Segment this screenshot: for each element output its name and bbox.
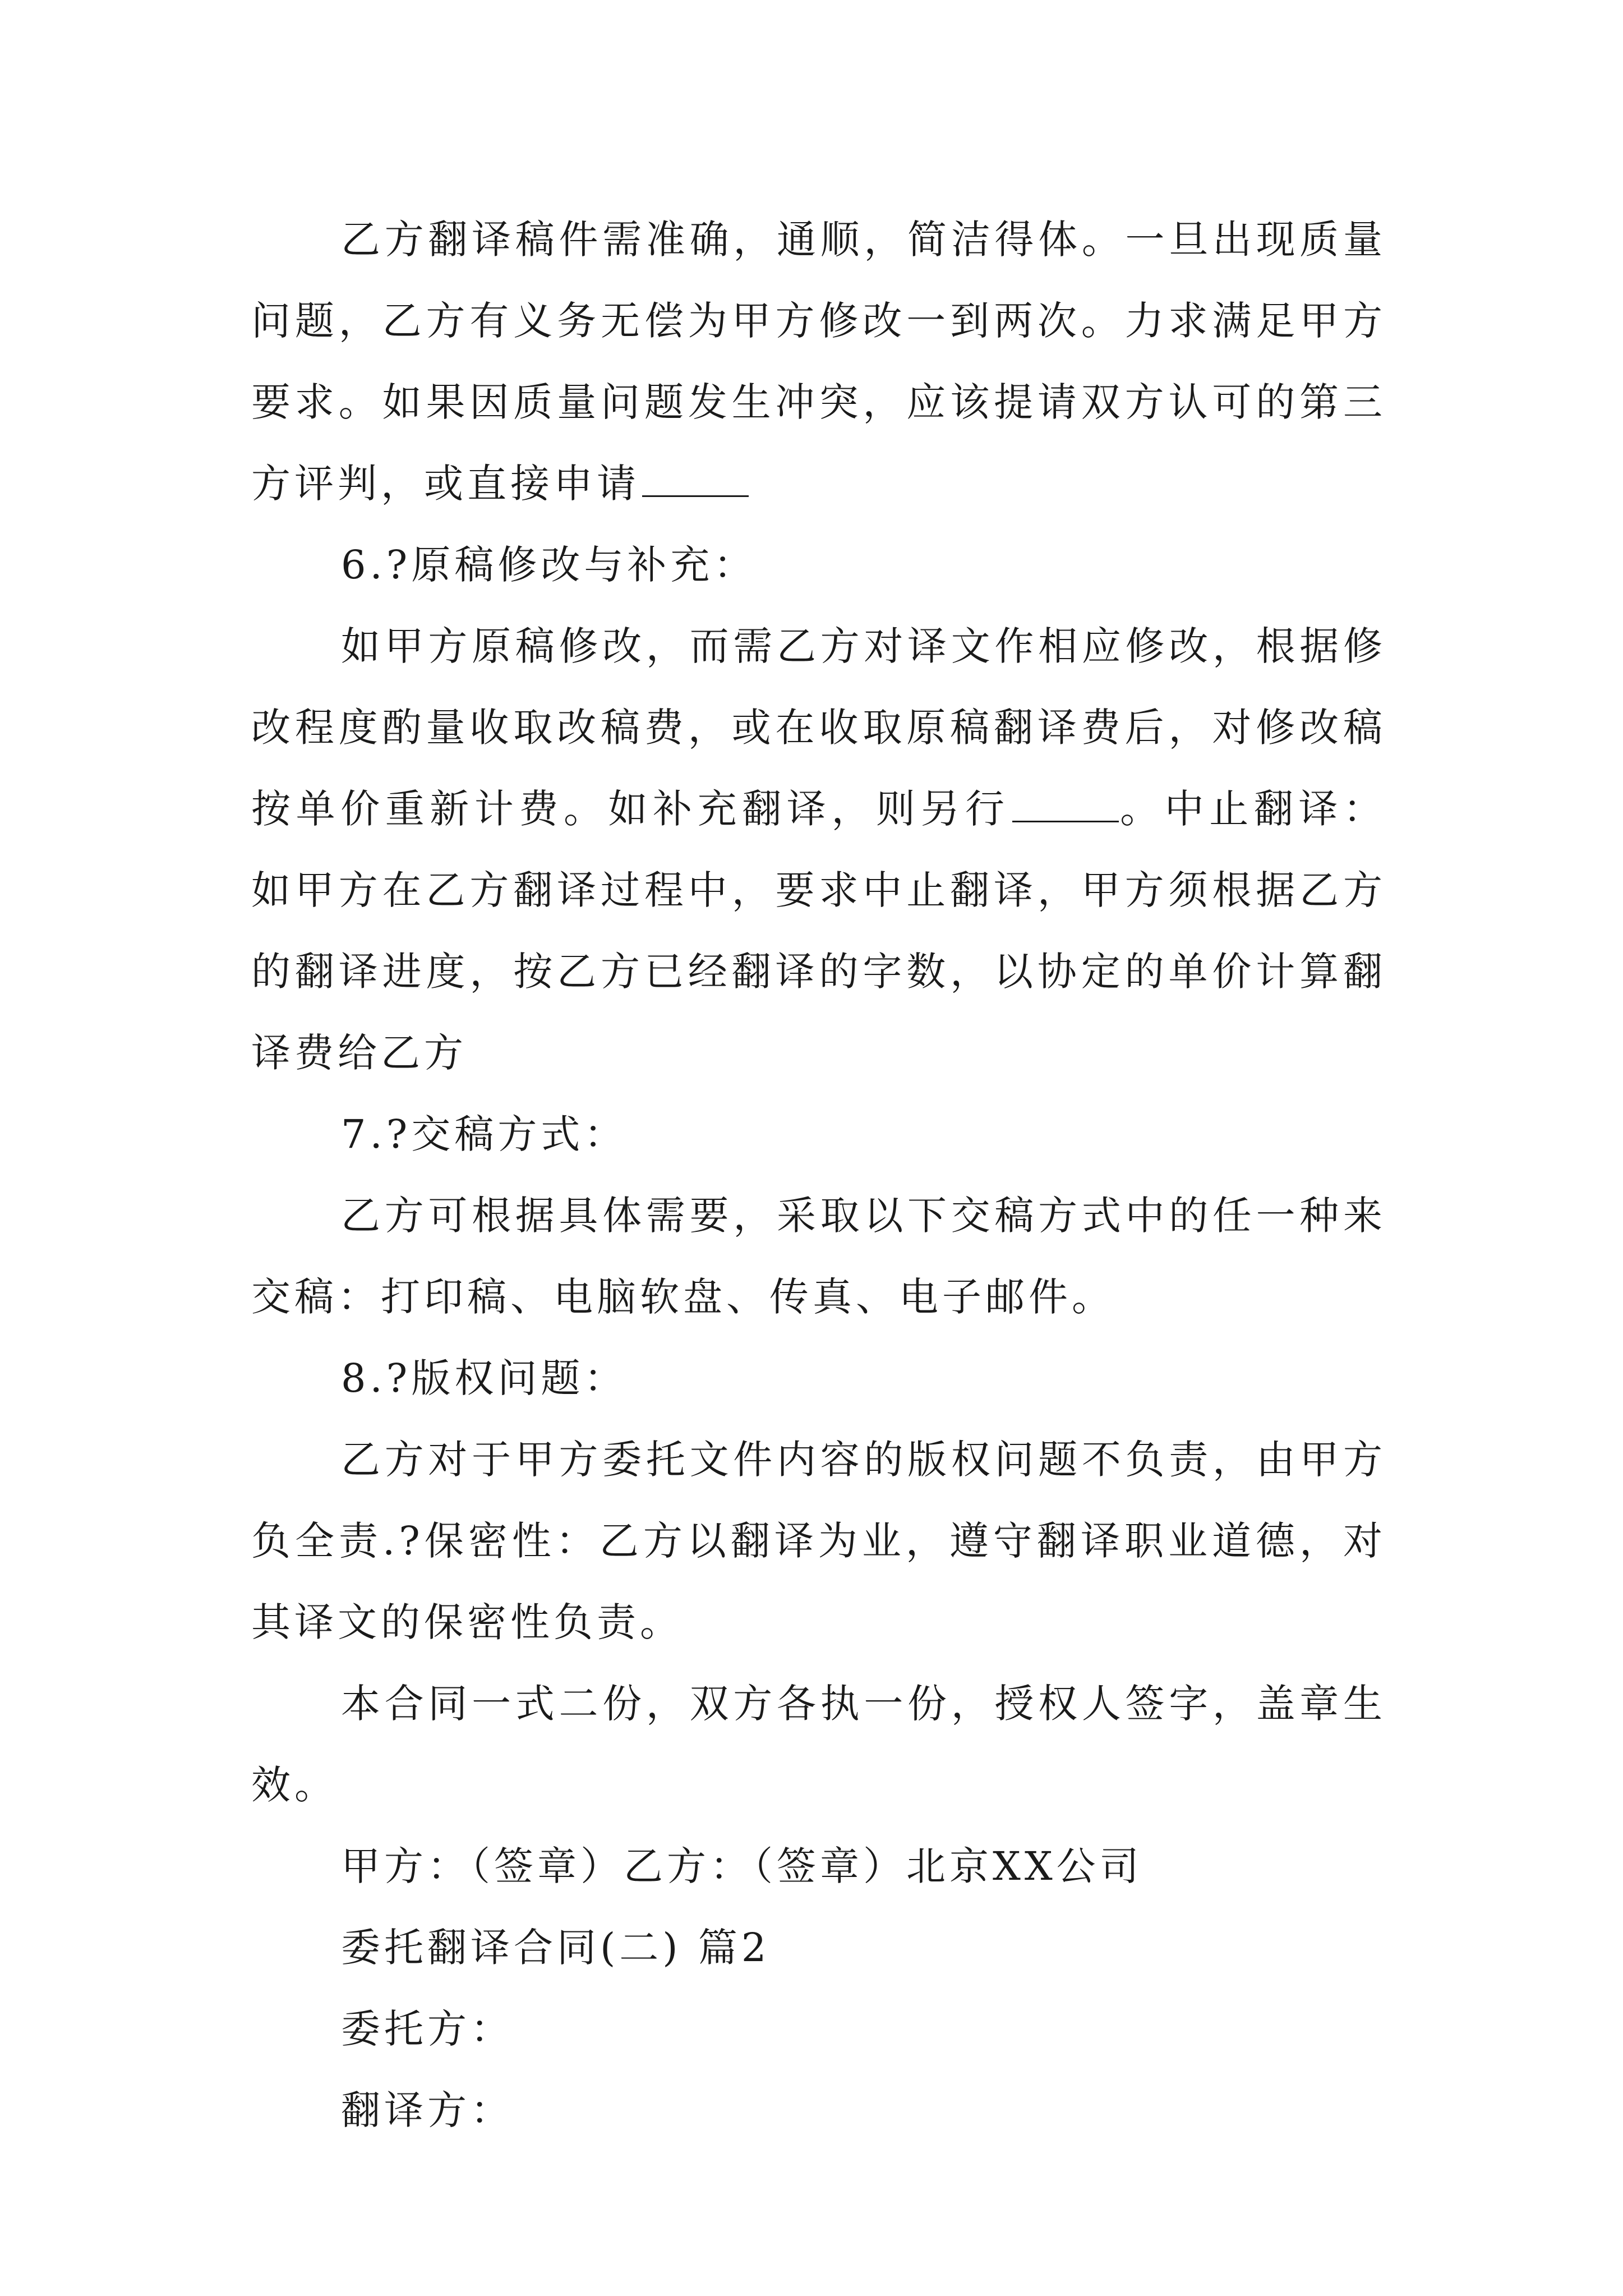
section-heading-8: 8.?版权问题： [341, 1355, 628, 1401]
paragraph-revision [251, 606, 1386, 1094]
document-body [251, 199, 1386, 2151]
paragraph-revision-text-after: 。中止翻译：如甲方在乙方翻译过程中，要求中止翻译，甲方须根据乙方的翻译进度，按乙方已经翻译的字数，以协定的单价计算翻译费给乙方 [251, 786, 1387, 1076]
client-label: 委托方： [341, 2006, 514, 2052]
fill-in-blank [642, 495, 749, 497]
translator-label: 翻译方： [341, 2087, 514, 2133]
paragraph-copyright: 乙方对于甲方委托文件内容的版权问题不负责，由甲方负全责.?保密性：乙方以翻译为业，遵守翻译职业道德，对其译文的保密性负责。 [251, 1437, 1386, 1645]
paragraph-copies: 本合同一式二份，双方各执一份，授权人签字，盖章生效。 [251, 1681, 1386, 1808]
paragraph-delivery: 乙方可根据具体需要，采取以下交稿方式中的任一种来交稿：打印稿、电脑软盘、传真、电子邮件。 [251, 1193, 1386, 1320]
paragraph-revision-text-before: 如甲方原稿修改，而需乙方对译文作相应修改，根据修改程度酌量收取改稿费，或在收取原稿翻译费后，对修改稿按单价重新计费。如补充翻译，则另行 [251, 623, 1386, 832]
signature-line: 甲方：（签章）乙方：（签章）北京XX公司 [341, 1843, 1143, 1889]
contract-title: 委托翻译合同(二) 篇2 [341, 1925, 771, 1971]
paragraph-quality [251, 199, 1386, 524]
fill-in-blank [1012, 820, 1119, 822]
section-heading-7: 7.?交稿方式： [341, 1111, 628, 1157]
paragraph-quality-text: 乙方翻译稿件需准确，通顺，简洁得体。一旦出现质量问题，乙方有义务无偿为甲方修改一到两次。力求满足甲方要求。如果因质量问题发生冲突，应该提请双方认可的第三方评判，或直接申请 [251, 217, 1386, 507]
section-heading-6: 6.?原稿修改与补充： [341, 542, 757, 588]
